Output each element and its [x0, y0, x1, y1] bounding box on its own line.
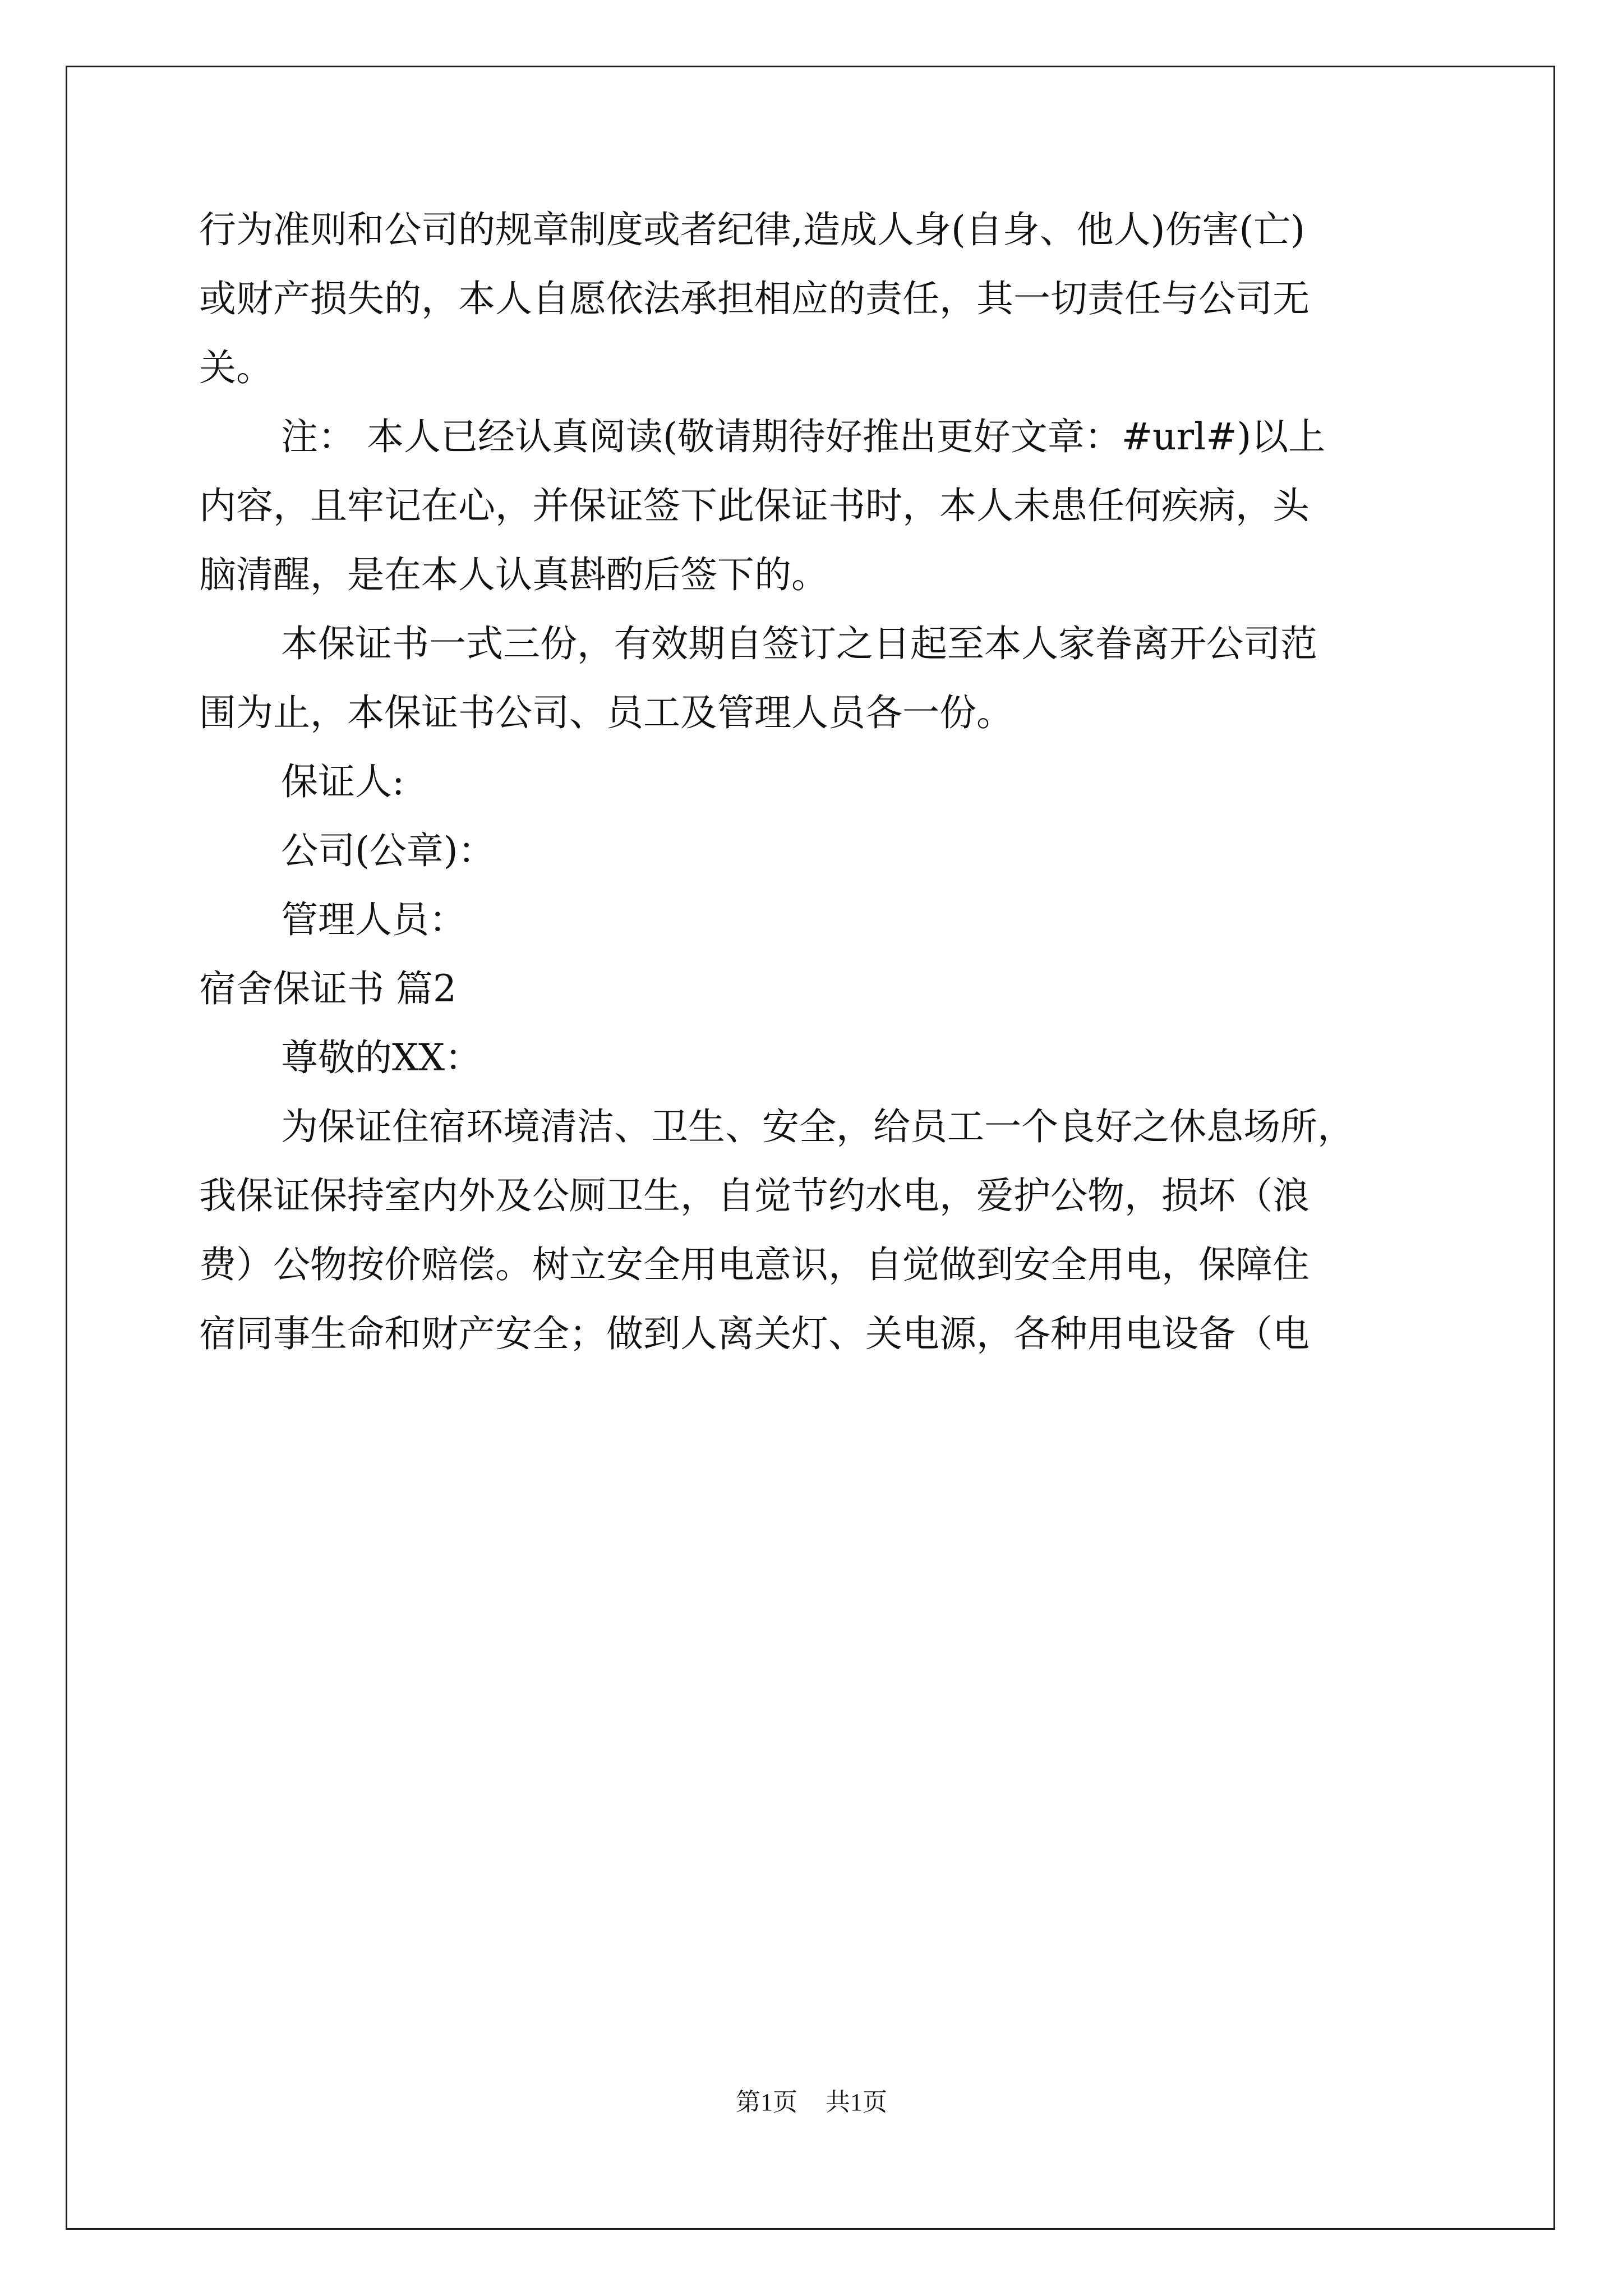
page-footer — [0, 2087, 1623, 2118]
text-line: 费）公物按价赔偿。树立安全用电意识，自觉做到安全用电，保障住 — [199, 1243, 1310, 1286]
note-paragraph-start: 注： 本人已经认真阅读(敬请期待好推出更好文章：#url#)以上 — [281, 415, 1326, 458]
text-line: 关。 — [199, 346, 273, 389]
company-seal-label: 公司(公章)： — [281, 829, 495, 872]
text-line: 内容，且牢记在心，并保证签下此保证书时，本人未患任何疾病，头 — [199, 484, 1310, 527]
text-line: 宿同事生命和财产安全；做到人离关灯、关电源，各种用电设备（电 — [199, 1312, 1310, 1355]
text-line: 行为准则和公司的规章制度或者纪律,造成人身(自身、他人)伤害(亡) — [199, 208, 1305, 251]
page-number: 第1页 — [736, 2088, 797, 2116]
page-total: 共1页 — [826, 2088, 887, 2116]
manager-label: 管理人员： — [281, 898, 466, 941]
text-line: 脑清醒，是在本人认真斟酌后签下的。 — [199, 553, 828, 596]
copies-paragraph-start: 本保证书一式三份，有效期自签订之日起至本人家眷离开公司范 — [281, 622, 1317, 665]
text-line: 围为止，本保证书公司、员工及管理人员各一份。 — [199, 691, 1013, 734]
salutation: 尊敬的XX： — [281, 1036, 482, 1079]
text-line: 或财产损失的，本人自愿依法承担相应的责任，其一切责任与公司无 — [199, 277, 1310, 320]
text-line: 我保证保持室内外及公厕卫生，自觉节约水电，爱护公物，损坏（浪 — [199, 1174, 1310, 1217]
section-heading: 宿舍保证书 篇2 — [199, 967, 457, 1010]
body-paragraph-start: 为保证住宿环境清洁、卫生、安全，给员工一个良好之休息场所， — [281, 1105, 1354, 1148]
guarantor-label: 保证人: — [281, 760, 405, 803]
